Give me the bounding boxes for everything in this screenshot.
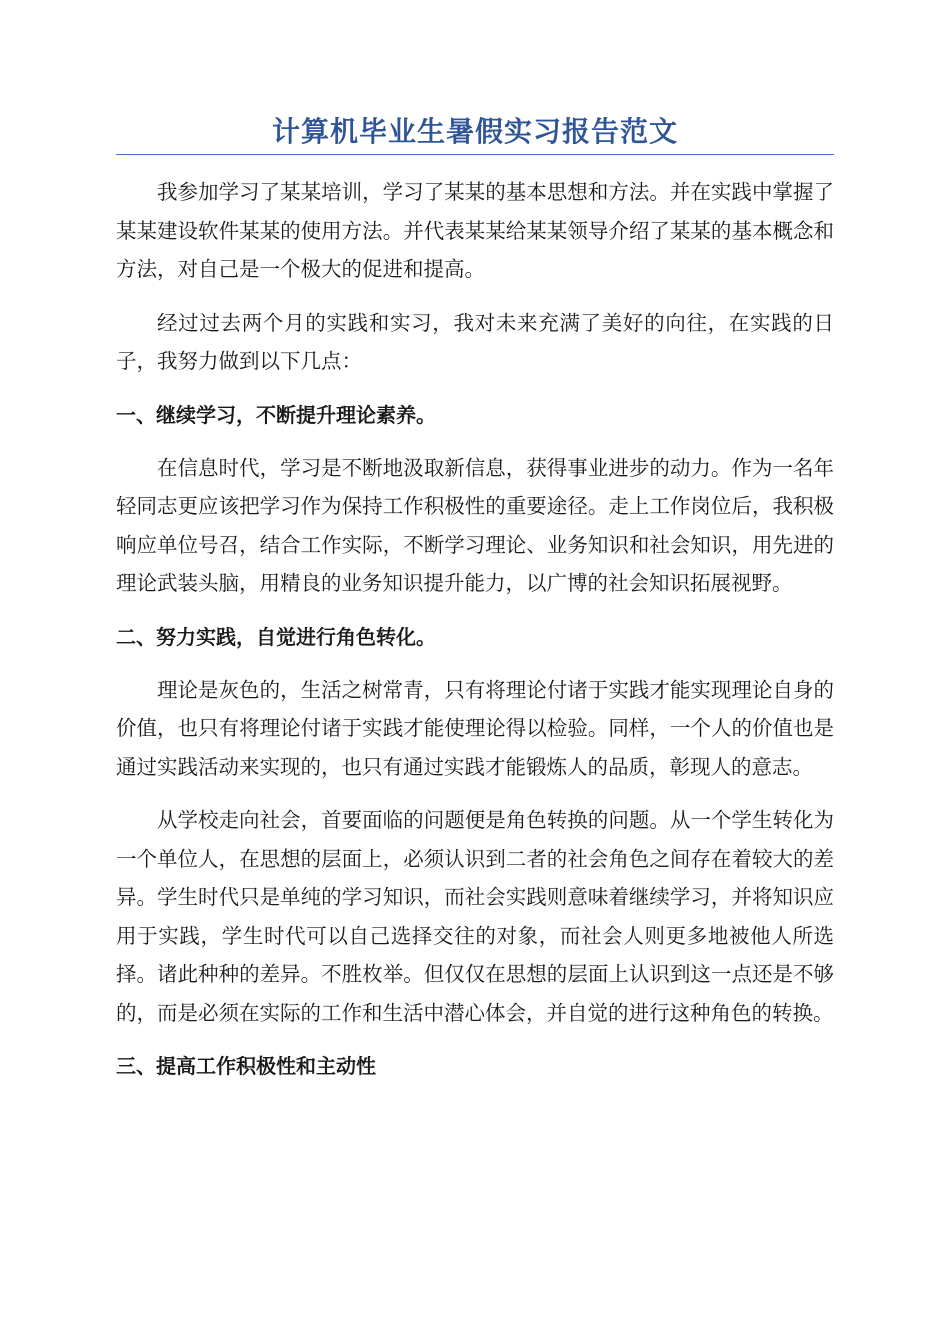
paragraph-role-change: 从学校走向社会，首要面临的问题便是角色转换的问题。从一个学生转化为一个单位人，在思想的层面上，必须认识到二者的社会角色之间存在着较大的差异。学生时代只是单纯的学习知识，而社会实践则意味着继续学习，并将知识应用于实践，学生时代可以自己选择交往的对象，而社会人则更多地被他人所选择。诸此种种的差异。不胜枚举。但仅仅在思想的层面上认识到这一点还是不够的，而是必须在实际的工作和生活中潜心体会，并自觉的进行这种角色的转换。: [116, 808, 834, 1025]
document-title: 计算机毕业生暑假实习报告范文: [116, 112, 834, 155]
paragraph-intro: 我参加学习了某某培训，学习了某某的基本思想和方法。并在实践中掌握了某某建设软件某某的使用方法。并代表某某给某某领导介绍了某某的基本概念和方法，对自己是一个极大的促进和提高。: [116, 180, 834, 281]
section-heading-1: 一、继续学习，不断提升理论素养。: [116, 402, 436, 427]
section-heading-3: 三、提高工作积极性和主动性: [116, 1054, 376, 1078]
document-page: [116, 112, 834, 1100]
paragraph-summary: 经过过去两个月的实践和实习，我对未来充满了美好的向往，在实践的日子，我努力做到以下几点：: [116, 310, 834, 373]
paragraph-learning: 在信息时代，学习是不断地汲取新信息，获得事业进步的动力。作为一名年轻同志更应该把学习作为保持工作积极性的重要途径。走上工作岗位后，我积极响应单位号召，结合工作实际，不断学习理论、业务知识和社会知识，用先进的理论武装头脑，用精良的业务知识提升能力，以广博的社会知识拓展视野。: [116, 455, 834, 595]
paragraph-practice: 理论是灰色的，生活之树常青，只有将理论付诸于实践才能实现理论自身的价值，也只有将理论付诸于实践才能使理论得以检验。同样，一个人的价值也是通过实践活动来实现的，也只有通过实践才能锻炼人的品质，彰现人的意志。: [116, 677, 834, 779]
section-heading-2: 二、努力实践，自觉进行角色转化。: [116, 624, 436, 649]
document-body: [116, 173, 834, 1085]
